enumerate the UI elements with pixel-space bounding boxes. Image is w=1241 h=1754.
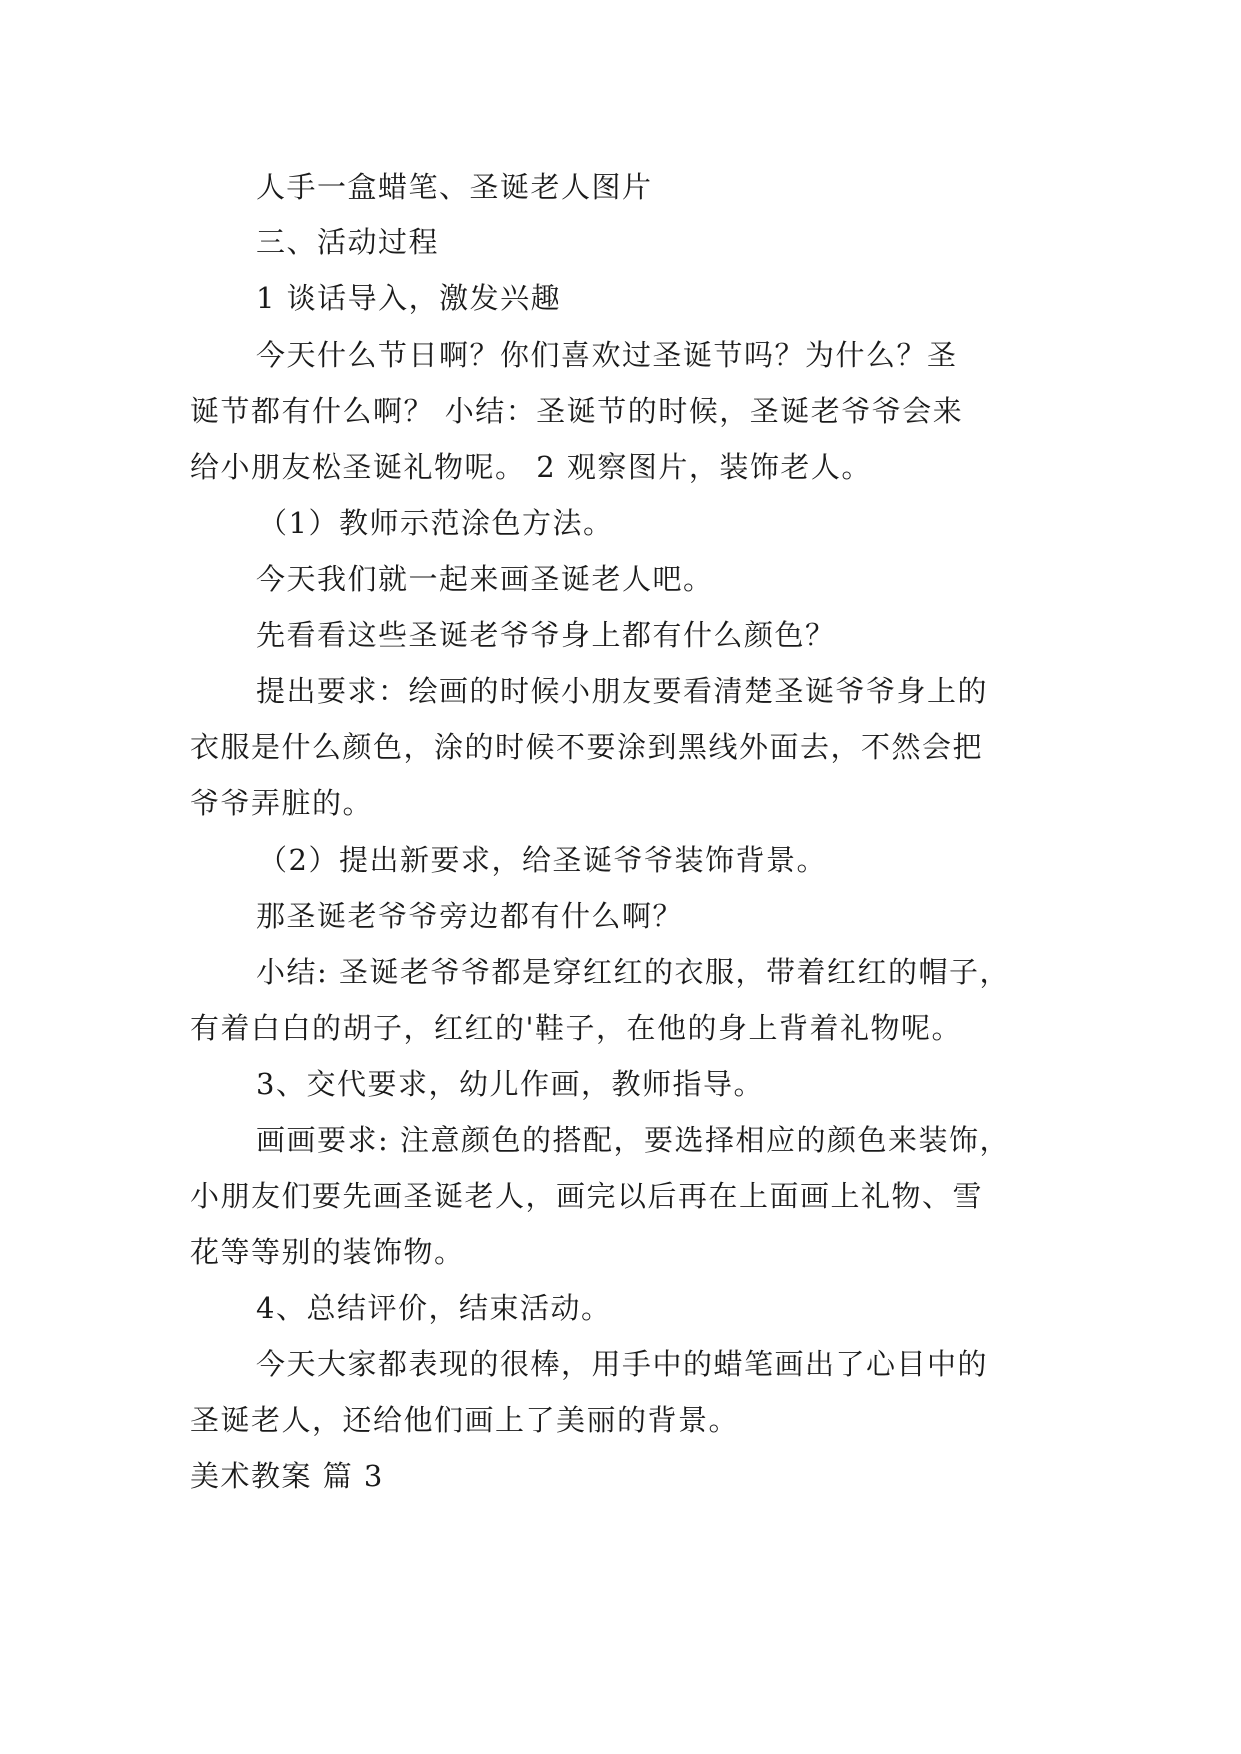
text-line: 三、活动过程 <box>256 225 440 259</box>
text-line: 给小朋友松圣诞礼物呢。 2 观察图片，装饰老人。 <box>190 450 872 484</box>
text-line: 今天我们就一起来画圣诞老人吧。 <box>256 562 714 596</box>
text-line: 诞节都有什么啊？ 小结：圣诞节的时候，圣诞老爷爷会来 <box>190 394 964 428</box>
text-line: 提出要求：绘画的时候小朋友要看清楚圣诞爷爷身上的 <box>256 674 989 708</box>
text-line: 小结: 圣诞老爷爷都是穿红红的衣服，带着红红的帽子， <box>256 955 1010 989</box>
text-line: 1 谈话导入，激发兴趣 <box>256 281 562 315</box>
text-line: 衣服是什么颜色，涂的时候不要涂到黑线外面去，不然会把 <box>190 730 984 764</box>
text-line: 画画要求: 注意颜色的搭配，要选择相应的颜色来装饰， <box>256 1123 1010 1157</box>
text-line: 小朋友们要先画圣诞老人，画完以后再在上面画上礼物、雪 <box>190 1179 984 1213</box>
text-line: 3、交代要求，幼儿作画，教师指导。 <box>256 1067 764 1101</box>
text-line: 那圣诞老爷爷旁边都有什么啊？ <box>256 899 684 933</box>
text-line: 圣诞老人，还给他们画上了美丽的背景。 <box>190 1403 740 1437</box>
text-line: 爷爷弄脏的。 <box>190 786 374 820</box>
section-heading: 美术教案 篇 3 <box>190 1459 384 1493</box>
text-line: （1）教师示范涂色方法。 <box>258 506 614 540</box>
text-line: 4、总结评价，结束活动。 <box>256 1291 612 1325</box>
text-line: 有着白白的胡子，红红的'鞋子，在他的身上背着礼物呢。 <box>190 1011 962 1045</box>
text-line: 人手一盒蜡笔、圣诞老人图片 <box>256 170 653 204</box>
text-line: 花等等别的装饰物。 <box>190 1235 465 1269</box>
text-line: （2）提出新要求，给圣诞爷爷装饰背景。 <box>258 843 827 877</box>
text-line: 今天大家都表现的很棒，用手中的蜡笔画出了心目中的 <box>256 1347 989 1381</box>
text-line: 今天什么节日啊？你们喜欢过圣诞节吗？为什么？圣 <box>256 338 958 372</box>
text-line: 先看看这些圣诞老爷爷身上都有什么颜色？ <box>256 618 836 652</box>
